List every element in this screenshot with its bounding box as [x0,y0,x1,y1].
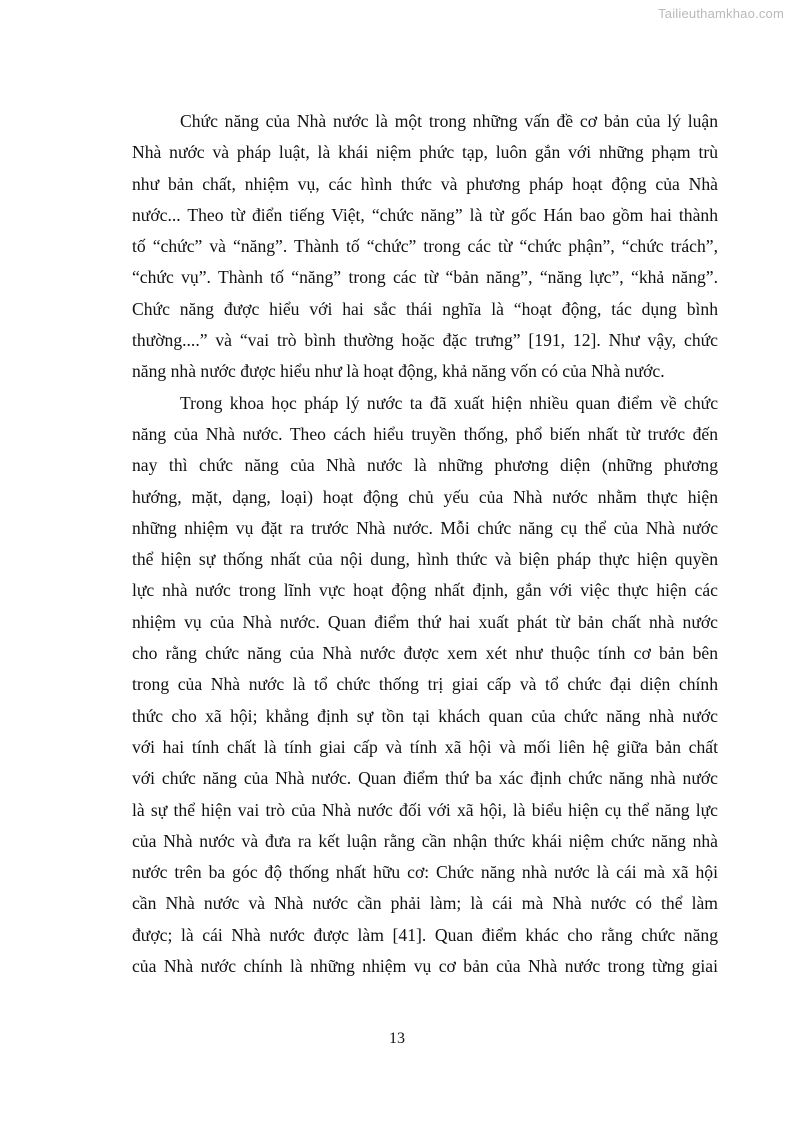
text-line: trong của Nhà nước là tổ chức thống trị giai cấp và tổ chức đại diện chính [132,674,718,695]
text-line: Chức năng được hiểu với hai sắc thái nghĩa là “hoạt động, tác dụng bình [132,298,718,319]
text-line: với chức năng của Nhà nước. Quan điểm thứ ba xác định chức năng nhà nước [132,768,718,789]
text-line: là sự thể hiện vai trò của Nhà nước đối với xã hội, là biểu hiện cụ thể năng lực [132,799,718,820]
text-line: thể hiện sự thống nhất của nội dung, hình thức và biện pháp thực hiện quyền [132,549,718,570]
text-line: những nhiệm vụ đặt ra trước Nhà nước. Mỗi chức năng cụ thể của Nhà nước [132,517,718,538]
text-line: hướng, mặt, dạng, loại) hoạt động chủ yếu của Nhà nước nhằm thực hiện [132,486,718,507]
document-body [132,106,718,982]
text-line: “chức vụ”. Thành tố “năng” trong các từ “bản năng”, “năng lực”, “khả năng”. [132,267,718,288]
paragraph-2 [132,388,718,983]
text-line: năng nhà nước được hiểu như là hoạt động, khả năng vốn có của Nhà nước. [132,361,665,382]
page-number: 13 [389,1030,405,1047]
text-line: thức cho xã hội; khẳng định sự tồn tại khách quan của chức năng nhà nước [132,705,718,726]
text-line: của Nhà nước và đưa ra kết luận rằng cần nhận thức khái niệm chức năng nhà [132,830,718,851]
paragraph-1 [132,106,718,388]
text-line: với hai tính chất là tính giai cấp và tính xã hội và mối liên hệ giữa bản chất [132,736,718,757]
text-line: lực nhà nước trong lĩnh vực hoạt động nhất định, gắn với việc thực hiện các [132,580,718,601]
text-line: thường....” và “vai trò bình thường hoặc đặc trưng” [191, 12]. Như vậy, chức [132,330,718,351]
text-line: của Nhà nước chính là những nhiệm vụ cơ bản của Nhà nước trong từng giai [132,956,718,977]
text-line: tố “chức” và “năng”. Thành tố “chức” trong các từ “chức phận”, “chức trách”, [132,236,718,257]
text-line: được; là cái Nhà nước được làm [41]. Quan điểm khác cho rằng chức năng [132,924,718,945]
text-line: nước... Theo từ điển tiếng Việt, “chức năng” là từ gốc Hán bao gồm hai thành [132,204,718,225]
text-line: Nhà nước và pháp luật, là khái niệm phức tạp, luôn gắn với những phạm trù [132,142,718,163]
text-line: năng của Nhà nước. Theo cách hiểu truyền thống, phổ biến nhất từ trước đến [132,423,718,444]
text-line: như bản chất, nhiệm vụ, các hình thức và phương pháp hoạt động của Nhà [132,173,718,194]
watermark-text: Tailieuthamkhao.com [658,6,784,21]
text-line: nay thì chức năng của Nhà nước là những phương diện (những phương [132,455,718,476]
text-line: cho rằng chức năng của Nhà nước được xem xét như thuộc tính cơ bản bên [132,643,718,664]
text-line: Chức năng của Nhà nước là một trong những vấn đề cơ bản của lý luận [180,111,718,131]
text-line: nước trên ba góc độ thống nhất hữu cơ: Chức năng nhà nước là cái mà xã hội [132,862,718,883]
text-line: Trong khoa học pháp lý nước ta đã xuất hiện nhiều quan điểm về chức [180,392,718,413]
text-line: nhiệm vụ của Nhà nước. Quan điểm thứ hai xuất phát từ bản chất nhà nước [132,611,718,632]
text-line: cần Nhà nước và Nhà nước cần phải làm; là cái mà Nhà nước có thể làm [132,893,718,914]
